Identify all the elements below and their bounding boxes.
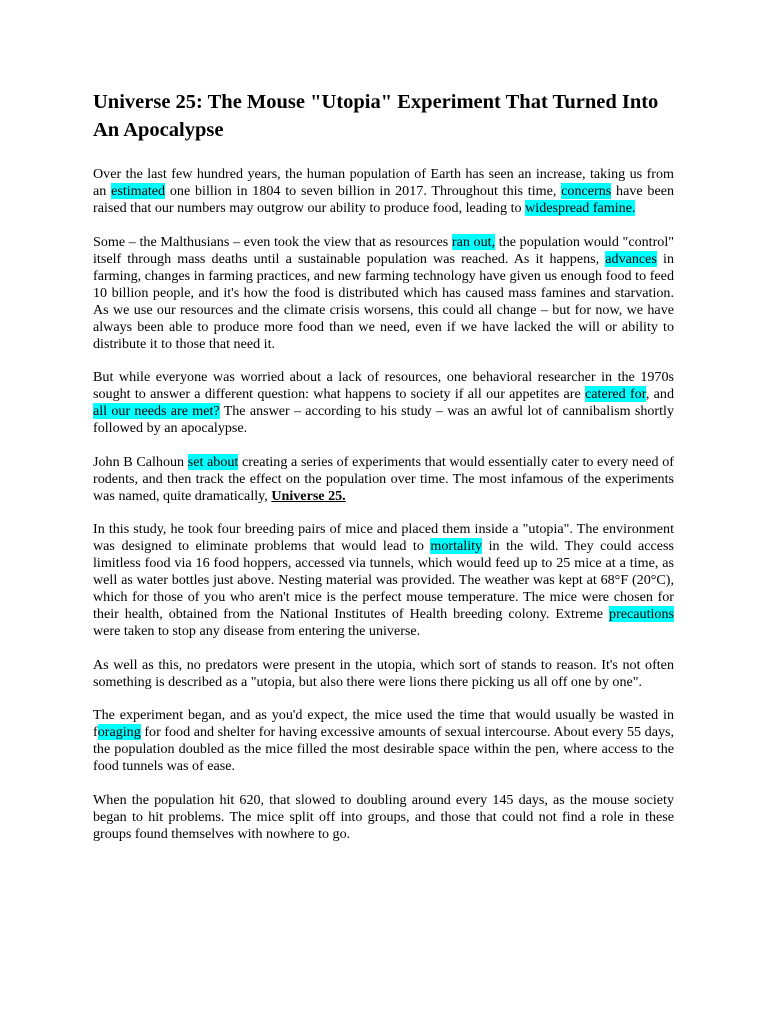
highlighted-phrase: concerns — [561, 183, 612, 199]
text-run: The experiment began, and as you'd expect, the mice used the time that would usually be wasted in f — [93, 707, 674, 740]
highlighted-phrase: widespread famine. — [525, 200, 636, 216]
highlighted-phrase: set about — [187, 453, 239, 470]
paragraph — [93, 369, 674, 437]
text-run: in farming, changes in farming practices, and new farming technology have given us enough food to feed 10 billion people, and it's how the food is distributed which has caused mass famines and starvation. As we use our resources and the climate crisis worsens, this could all change – but for now, we have always been able to produce more food than we need, even if we have lacked the will or ability to distribute it to those that need it. — [93, 250, 674, 352]
text-run: In this study, he took four breeding pairs of mice and placed them inside a "utopia". The environment was designed to eliminate problems that would lead to — [93, 521, 674, 554]
text-run: were taken to stop any disease from entering the universe. — [93, 623, 421, 639]
text-run: When the population hit 620, that slowed to doubling around every 145 days, as the mouse society began to hit problems. The mice split off into groups, and those that could not find a role in these groups found themselves with nowhere to go. — [93, 791, 674, 842]
paragraph — [93, 166, 674, 217]
text-run: But while everyone was worried about a lack of resources, one behavioral researcher in the 1970s sought to answer a different question: what happens to society if all our appetites are — [93, 369, 674, 402]
highlighted-phrase: precautions — [609, 606, 674, 622]
text-run: in the wild. They could access limitless food via 16 food hoppers, accessed via tunnels, which would feed up to 25 mice at a time, as well as water bottles just above. Nesting material was provided. The weather was kept at 68°F (20°C), which for those of you who aren't mice is the perfect mouse temperature. The mice were chosen for their health, obtained from the National Institutes of Health breeding colony. Extreme — [93, 538, 674, 622]
paragraph — [93, 792, 674, 843]
paragraph — [93, 454, 674, 505]
paragraph — [93, 521, 674, 640]
highlighted-phrase: catered for — [585, 386, 646, 402]
text-run: John B Calhoun — [93, 453, 188, 470]
article-body — [93, 166, 674, 843]
text-run: for food and shelter for having excessive amounts of sexual intercourse. About every 55 days, the population doubled as the mice filled the most desirable space within the pen, where access to the food tunnels was of ease. — [93, 724, 674, 774]
highlighted-phrase: all our needs are met? — [93, 403, 220, 419]
highlighted-phrase: ran out, — [451, 233, 496, 250]
text-run: The answer – according to his study – was an awful lot of cannibalism shortly followed by an apocalypse. — [93, 403, 674, 436]
highlighted-phrase: estimated — [111, 183, 166, 199]
text-run: the population would "control" itself through mass deaths until a sustainable population was reached. As it happens, — [93, 233, 674, 267]
highlighted-phrase: mortality — [430, 538, 483, 554]
text-run: Over the last few hundred years, the human population of Earth has seen an increase, taking us from an — [93, 166, 674, 199]
paragraph — [93, 657, 674, 691]
text-run: one billion in 1804 to seven billion in 2017. Throughout this time, — [165, 183, 562, 199]
article-title: Universe 25: The Mouse "Utopia" Experiment That Turned Into An Apocalypse — [93, 91, 659, 141]
paragraph — [93, 234, 674, 353]
highlighted-phrase: oraging — [97, 724, 141, 740]
highlighted-phrase: advances — [605, 250, 657, 267]
text-run: As well as this, no predators were present in the utopia, which sort of stands to reason. It's not often something is described as a "utopia, but also there were lions there picking us all off one by one". — [93, 656, 674, 690]
text-run: creating a series of experiments that would essentially cater to every need of rodents, and then track the effect on the population over time. The most infamous of the experiments was named, quite dramatically, — [93, 453, 674, 504]
text-run: have been raised that our numbers may outgrow our ability to produce food, leading to — [93, 183, 674, 216]
underlined-term: Universe 25. — [271, 487, 346, 504]
text-run: Some – the Malthusians – even took the view that as resources — [93, 233, 452, 250]
text-run: , and — [645, 386, 674, 402]
document-page — [93, 88, 674, 859]
paragraph — [93, 707, 674, 775]
